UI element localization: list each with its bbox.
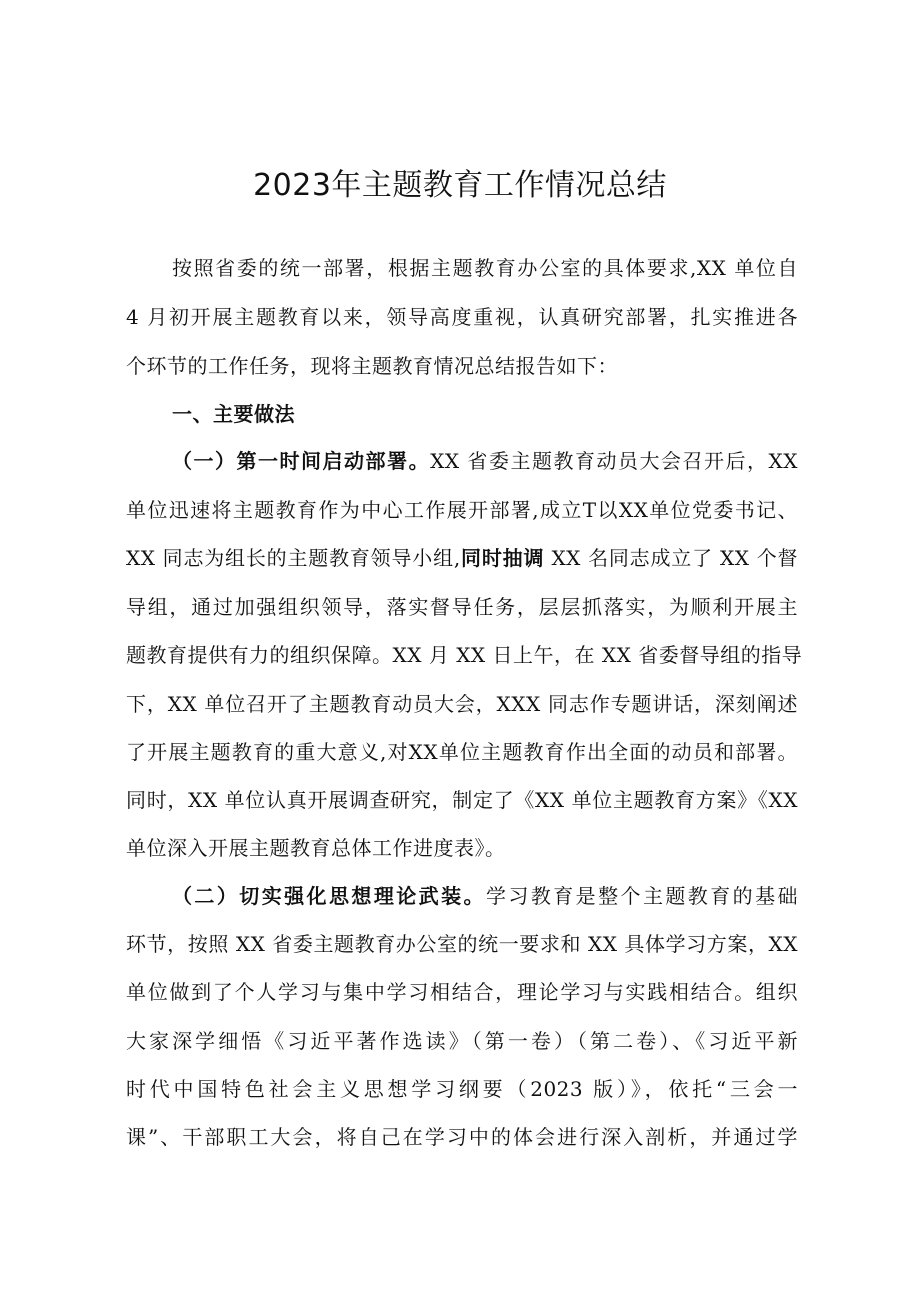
emphasis-text: 同时抽调 xyxy=(460,546,545,570)
paragraph-line xyxy=(126,538,798,578)
paragraph-line xyxy=(172,876,798,916)
item-heading: （一）第一时间启动部署。 xyxy=(172,449,431,473)
paragraph-line: 课”、干部职工大会，将自己在学习中的体会进行深入剖析，并通过学 xyxy=(126,1125,798,1149)
paragraph-line xyxy=(172,441,798,481)
paragraph-line: 单位做到了个人学习与集中学习相结合，理论学习与实践相结合。组织 xyxy=(126,980,798,1004)
paragraph-line: 同时，XX 单位认真开展调查研究，制定了《XX 单位主题教育方案》《XX xyxy=(126,788,798,812)
paragraph-text: 学习教育是整个主题教育的基础 xyxy=(485,884,799,908)
paragraph-line: 导组，通过加强组织领导，落实督导任务，层层抓落实，为顺利开展主 xyxy=(126,595,798,619)
paragraph-line: 题教育提供有力的组织保障。XX 月 XX 日上午，在 XX 省委督导组的指导 xyxy=(126,643,803,667)
paragraph-line: 下，XX 单位召开了主题教育动员大会，XXX 同志作专题讲话，深刻阐述 xyxy=(126,692,798,716)
intro-line: 4 月初开展主题教育以来，领导高度重视，认真研究部署，扎实推进各 xyxy=(126,305,798,329)
intro-line: 个环节的工作任务，现将主题教育情况总结报告如下： xyxy=(126,354,618,378)
intro-line: 按照省委的统一部署，根据主题教育办公室的具体要求,XX 单位自 xyxy=(172,256,798,280)
section-heading: 一、主要做法 xyxy=(172,402,295,426)
item-heading: （二）切实强化思想理论武装。 xyxy=(172,884,486,908)
document-title: 2023年主题教育工作情况总结 xyxy=(253,168,667,203)
paragraph-line: 单位迅速将主题教育作为中心工作展开部署,成立T以XX单位党委书记、 xyxy=(126,498,798,522)
paragraph-line: 单位深入开展主题教育总体工作进度表》。 xyxy=(126,836,506,860)
paragraph-text: XX 同志为组长的主题教育领导小组, xyxy=(126,546,461,570)
paragraph-text: XX 省委主题教育动员大会召开后，XX xyxy=(430,449,799,473)
paragraph-line: 了开展主题教育的重大意义,对XX单位主题教育作出全面的动员和部署。 xyxy=(126,740,798,764)
paragraph-text: XX 名同志成立了 XX 个督 xyxy=(544,546,799,570)
paragraph-line: 时代中国特色社会主义思想学习纲要（2023 版）》，依托“三会一 xyxy=(126,1077,798,1101)
paragraph-line: 环节，按照 XX 省委主题教育办公室的统一要求和 XX 具体学习方案，XX xyxy=(126,932,798,956)
paragraph-line: 大家深学细悟《习近平著作选读》（第一卷）（第二卷）、《习近平新 xyxy=(126,1029,798,1053)
